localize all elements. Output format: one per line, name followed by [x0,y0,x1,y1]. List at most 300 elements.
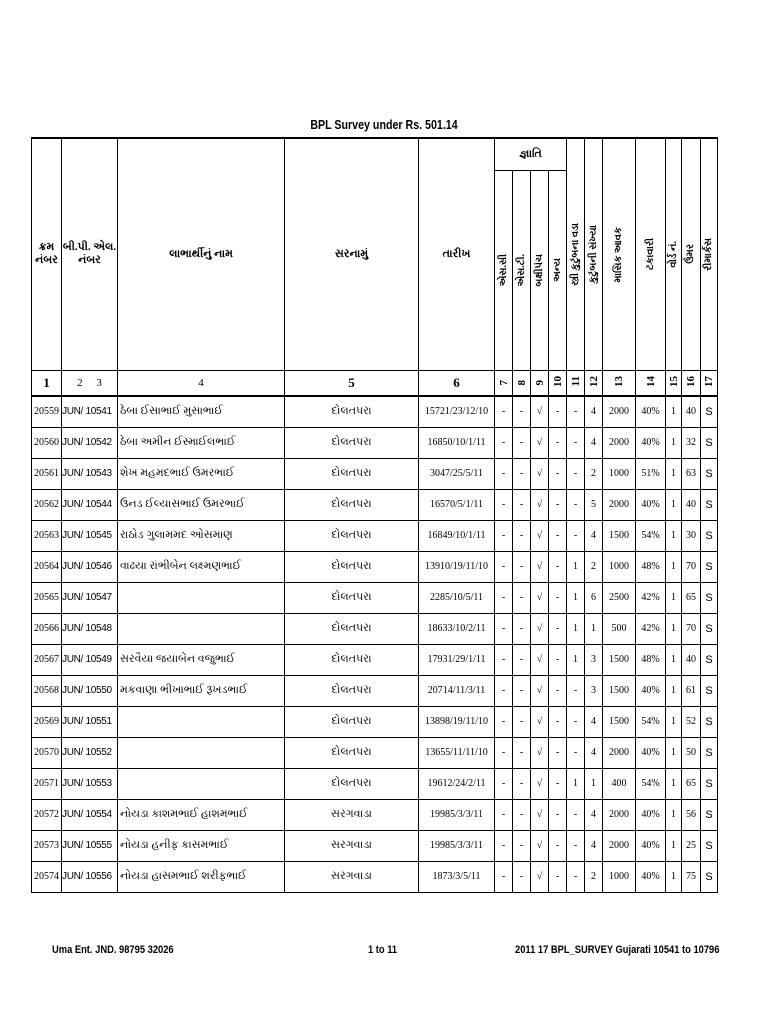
header-address: સરનામું [285,138,419,370]
table-row [32,675,718,706]
col-number: 9 [531,370,549,396]
other-cell: - [549,613,567,644]
obc-cell: √ [531,458,549,489]
bpl-cell: JUN/ 10543 [62,458,118,489]
st-cell: - [513,489,531,520]
sc-cell: - [495,582,513,613]
other-cell: - [549,799,567,830]
sc-cell: - [495,427,513,458]
date-cell: 18633/10/2/11 [419,613,495,644]
family-cell: 4 [585,427,603,458]
bpl-cell: JUN/ 10541 [62,396,118,428]
st-cell: - [513,458,531,489]
age-cell: 50 [682,737,701,768]
header-family-members: કુટુંબની સંખ્યા [585,138,603,370]
ward-cell: 1 [666,861,682,892]
obc-cell: √ [531,799,549,830]
table-row [32,551,718,582]
obc-cell: √ [531,675,549,706]
women-head-cell: - [567,427,585,458]
obc-cell: √ [531,582,549,613]
st-cell: - [513,644,531,675]
percent-cell: 40% [636,799,666,830]
header-income: માસિક આવક [603,138,636,370]
serial-cell: 20561 [32,458,62,489]
ward-cell: 1 [666,799,682,830]
remark-cell: S [701,582,718,613]
ward-cell: 1 [666,396,682,428]
header-ward: વોર્ડ નં. [666,138,682,370]
ward-cell: 1 [666,613,682,644]
family-cell: 4 [585,830,603,861]
remark-cell: S [701,520,718,551]
age-cell: 61 [682,675,701,706]
col-number: 13 [603,370,636,396]
obc-cell: √ [531,396,549,428]
serial-cell: 20568 [32,675,62,706]
header-age: ઉંમર [682,138,701,370]
women-head-cell: - [567,830,585,861]
header-jati: જ્ઞાતિ [495,138,567,170]
bpl-cell: JUN/ 10549 [62,644,118,675]
st-cell: - [513,737,531,768]
remark-cell: S [701,768,718,799]
header-women-head: સ્ત્રી કુટુંબના વડા [567,138,585,370]
percent-cell: 48% [636,644,666,675]
sc-cell: - [495,396,513,428]
income-cell: 500 [603,613,636,644]
sc-cell: - [495,706,513,737]
serial-cell: 20565 [32,582,62,613]
bpl-cell: JUN/ 10552 [62,737,118,768]
remark-cell: S [701,489,718,520]
table-row [32,861,718,892]
date-cell: 16850/10/1/11 [419,427,495,458]
name-cell: મકવાણા ભીખાભાઈ રૂખડભાઈ [118,675,285,706]
remark-cell: S [701,396,718,428]
other-cell: - [549,861,567,892]
table-row [32,799,718,830]
name-cell: ઠેબા ઈસાભાઈ મુસાભાઈ [118,396,285,428]
col-number: 4 [118,370,285,396]
income-cell: 1500 [603,706,636,737]
age-cell: 25 [682,830,701,861]
percent-cell: 42% [636,613,666,644]
name-cell: નોયડા હાસમભાઈ શરીફભાઈ [118,861,285,892]
table-row [32,830,718,861]
table-row [32,706,718,737]
bpl-cell: JUN/ 10555 [62,830,118,861]
col-number: 10 [549,370,567,396]
address-cell: સરગવાડા [285,830,419,861]
name-cell: શેખ મહમદભાઈ ઉમરભાઈ [118,458,285,489]
col-number: 11 [567,370,585,396]
ward-cell: 1 [666,489,682,520]
header-percent: ટકાવારી [636,138,666,370]
obc-cell: √ [531,427,549,458]
women-head-cell: - [567,489,585,520]
sc-cell: - [495,675,513,706]
percent-cell: 54% [636,520,666,551]
family-cell: 1 [585,613,603,644]
col-number: 15 [666,370,682,396]
other-cell: - [549,644,567,675]
bpl-cell: JUN/ 10542 [62,427,118,458]
name-cell: નોયડા કાશમભાઈ હાશમભાઈ [118,799,285,830]
address-cell: દોલતપરા [285,737,419,768]
survey-table [31,137,718,893]
name-cell [118,582,285,613]
age-cell: 56 [682,799,701,830]
women-head-cell: - [567,706,585,737]
bpl-cell: JUN/ 10548 [62,613,118,644]
st-cell: - [513,861,531,892]
age-cell: 40 [682,396,701,428]
income-cell: 2000 [603,489,636,520]
serial-cell: 20572 [32,799,62,830]
date-cell: 15721/23/12/10 [419,396,495,428]
family-cell: 4 [585,706,603,737]
family-cell: 3 [585,675,603,706]
date-cell: 19985/3/3/11 [419,799,495,830]
age-cell: 63 [682,458,701,489]
remark-cell: S [701,458,718,489]
family-cell: 2 [585,861,603,892]
percent-cell: 40% [636,737,666,768]
col-number: 2 3 [62,370,118,396]
age-cell: 70 [682,613,701,644]
date-cell: 17931/29/1/11 [419,644,495,675]
women-head-cell: 1 [567,551,585,582]
serial-cell: 20563 [32,520,62,551]
footer-left: Uma Ent. JND. 98795 32026 [52,944,174,956]
women-head-cell: - [567,737,585,768]
table-row [32,458,718,489]
income-cell: 1500 [603,675,636,706]
serial-cell: 20560 [32,427,62,458]
sc-cell: - [495,799,513,830]
age-cell: 52 [682,706,701,737]
col-number: 1 [32,370,62,396]
other-cell: - [549,675,567,706]
percent-cell: 40% [636,675,666,706]
date-cell: 13898/19/11/10 [419,706,495,737]
women-head-cell: - [567,675,585,706]
sc-cell: - [495,830,513,861]
st-cell: - [513,551,531,582]
address-cell: દોલતપરા [285,520,419,551]
obc-cell: √ [531,489,549,520]
other-cell: - [549,768,567,799]
header-remark: રીમાર્કસ [701,138,718,370]
footer-page: 1 to 11 [368,944,398,956]
serial-cell: 20567 [32,644,62,675]
age-cell: 40 [682,489,701,520]
address-cell: દોલતપરા [285,551,419,582]
sc-cell: - [495,768,513,799]
header-kram: ક્રમ નંબર [32,138,62,370]
col-number: 17 [701,370,718,396]
column-number-row [32,370,718,396]
sc-cell: - [495,861,513,892]
table-row [32,582,718,613]
sc-cell: - [495,489,513,520]
table-row [32,768,718,799]
remark-cell: S [701,737,718,768]
women-head-cell: - [567,520,585,551]
ward-cell: 1 [666,582,682,613]
st-cell: - [513,830,531,861]
sc-cell: - [495,644,513,675]
name-cell: ઠેબા અમીન ઈસ્માઈલભાઈ [118,427,285,458]
ward-cell: 1 [666,830,682,861]
remark-cell: S [701,861,718,892]
other-cell: - [549,458,567,489]
age-cell: 40 [682,644,701,675]
name-cell: રાઠોડ ગુલામમદ ઓસમાણ [118,520,285,551]
income-cell: 1000 [603,861,636,892]
sc-cell: - [495,551,513,582]
sc-cell: - [495,520,513,551]
serial-cell: 20569 [32,706,62,737]
address-cell: દોલતપરા [285,706,419,737]
bpl-cell: JUN/ 10556 [62,861,118,892]
women-head-cell: 1 [567,644,585,675]
serial-cell: 20562 [32,489,62,520]
address-cell: દોલતપરા [285,582,419,613]
header-sc: એસ.સી [495,170,513,370]
other-cell: - [549,520,567,551]
percent-cell: 48% [636,551,666,582]
percent-cell: 42% [636,582,666,613]
date-cell: 13910/19/11/10 [419,551,495,582]
other-cell: - [549,706,567,737]
name-cell [118,706,285,737]
address-cell: દોલતપરા [285,396,419,428]
date-cell: 1873/3/5/11 [419,861,495,892]
table-row [32,737,718,768]
ward-cell: 1 [666,737,682,768]
ward-cell: 1 [666,520,682,551]
header-obc: બક્ષીપંચ [531,170,549,370]
date-cell: 20714/11/3/11 [419,675,495,706]
bpl-cell: JUN/ 10550 [62,675,118,706]
women-head-cell: - [567,396,585,428]
income-cell: 400 [603,768,636,799]
obc-cell: √ [531,644,549,675]
date-cell: 13655/11/11/10 [419,737,495,768]
bpl-cell: JUN/ 10546 [62,551,118,582]
bpl-cell: JUN/ 10553 [62,768,118,799]
obc-cell: √ [531,706,549,737]
remark-cell: S [701,551,718,582]
obc-cell: √ [531,613,549,644]
address-cell: દોલતપરા [285,458,419,489]
header-other: અન્ય [549,170,567,370]
age-cell: 75 [682,861,701,892]
header-st: એસ.ટી. [513,170,531,370]
income-cell: 2000 [603,427,636,458]
address-cell: દોલતપરા [285,644,419,675]
table-row [32,427,718,458]
date-cell: 16570/5/1/11 [419,489,495,520]
age-cell: 65 [682,768,701,799]
header-beneficiary-name: લાભાર્થીનું નામ [118,138,285,370]
obc-cell: √ [531,551,549,582]
remark-cell: S [701,613,718,644]
st-cell: - [513,675,531,706]
col-number: 12 [585,370,603,396]
st-cell: - [513,520,531,551]
percent-cell: 40% [636,427,666,458]
women-head-cell: 1 [567,582,585,613]
income-cell: 2000 [603,799,636,830]
other-cell: - [549,582,567,613]
header-date: તારીખ [419,138,495,370]
women-head-cell: 1 [567,768,585,799]
st-cell: - [513,396,531,428]
name-cell: વાઢયા રાંભીબેન લક્ષ્મણભાઈ [118,551,285,582]
family-cell: 1 [585,768,603,799]
women-head-cell: - [567,799,585,830]
bpl-cell: JUN/ 10547 [62,582,118,613]
other-cell: - [549,551,567,582]
obc-cell: √ [531,830,549,861]
name-cell [118,737,285,768]
remark-cell: S [701,644,718,675]
ward-cell: 1 [666,427,682,458]
st-cell: - [513,706,531,737]
bpl-cell: JUN/ 10554 [62,799,118,830]
age-cell: 32 [682,427,701,458]
serial-cell: 20566 [32,613,62,644]
col-number: 5 [285,370,419,396]
date-cell: 3047/25/5/11 [419,458,495,489]
serial-cell: 20574 [32,861,62,892]
address-cell: દોલતપરા [285,613,419,644]
col-number: 8 [513,370,531,396]
percent-cell: 40% [636,830,666,861]
other-cell: - [549,427,567,458]
percent-cell: 54% [636,706,666,737]
st-cell: - [513,768,531,799]
sc-cell: - [495,737,513,768]
family-cell: 2 [585,458,603,489]
date-cell: 19612/24/2/11 [419,768,495,799]
family-cell: 2 [585,551,603,582]
obc-cell: √ [531,737,549,768]
family-cell: 5 [585,489,603,520]
family-cell: 4 [585,799,603,830]
ward-cell: 1 [666,768,682,799]
percent-cell: 40% [636,861,666,892]
col-number: 7 [495,370,513,396]
footer-right: 2011 17 BPL_SURVEY Gujarati 10541 to 10796 [515,944,720,956]
percent-cell: 51% [636,458,666,489]
ward-cell: 1 [666,644,682,675]
col-number: 16 [682,370,701,396]
ward-cell: 1 [666,706,682,737]
sc-cell: - [495,613,513,644]
other-cell: - [549,830,567,861]
bpl-cell: JUN/ 10544 [62,489,118,520]
percent-cell: 40% [636,396,666,428]
name-cell: ઉનડ ઈલ્યાસભાઈ ઉમરભાઈ [118,489,285,520]
family-cell: 4 [585,396,603,428]
other-cell: - [549,396,567,428]
income-cell: 2000 [603,830,636,861]
serial-cell: 20570 [32,737,62,768]
address-cell: દોલતપરા [285,427,419,458]
name-cell: સરવૈયા જયાબેન વજુભાઈ [118,644,285,675]
women-head-cell: 1 [567,613,585,644]
table-row [32,644,718,675]
other-cell: - [549,489,567,520]
table-row [32,520,718,551]
age-cell: 70 [682,551,701,582]
family-cell: 6 [585,582,603,613]
income-cell: 2500 [603,582,636,613]
address-cell: દોલતપરા [285,675,419,706]
women-head-cell: - [567,458,585,489]
remark-cell: S [701,706,718,737]
st-cell: - [513,613,531,644]
obc-cell: √ [531,768,549,799]
sc-cell: - [495,458,513,489]
age-cell: 30 [682,520,701,551]
age-cell: 65 [682,582,701,613]
other-cell: - [549,737,567,768]
remark-cell: S [701,799,718,830]
percent-cell: 54% [636,768,666,799]
income-cell: 1500 [603,520,636,551]
bpl-cell: JUN/ 10551 [62,706,118,737]
percent-cell: 40% [636,489,666,520]
serial-cell: 20571 [32,768,62,799]
table-row [32,489,718,520]
remark-cell: S [701,830,718,861]
name-cell: નોયડા હનીફ કાસમભાઈ [118,830,285,861]
income-cell: 1000 [603,458,636,489]
address-cell: સરગવાડા [285,861,419,892]
date-cell: 16849/10/1/11 [419,520,495,551]
income-cell: 2000 [603,396,636,428]
table-body [32,396,718,893]
family-cell: 4 [585,737,603,768]
remark-cell: S [701,427,718,458]
table-row [32,613,718,644]
income-cell: 1000 [603,551,636,582]
bpl-cell: JUN/ 10545 [62,520,118,551]
income-cell: 1500 [603,644,636,675]
remark-cell: S [701,675,718,706]
family-cell: 4 [585,520,603,551]
date-cell: 19985/3/3/11 [419,830,495,861]
women-head-cell: - [567,861,585,892]
ward-cell: 1 [666,675,682,706]
serial-cell: 20564 [32,551,62,582]
obc-cell: √ [531,861,549,892]
table-row [32,396,718,428]
address-cell: દોલતપરા [285,768,419,799]
st-cell: - [513,799,531,830]
address-cell: દોલતપરા [285,489,419,520]
serial-cell: 20573 [32,830,62,861]
serial-cell: 20559 [32,396,62,428]
obc-cell: √ [531,520,549,551]
st-cell: - [513,427,531,458]
address-cell: સરગવાડા [285,799,419,830]
